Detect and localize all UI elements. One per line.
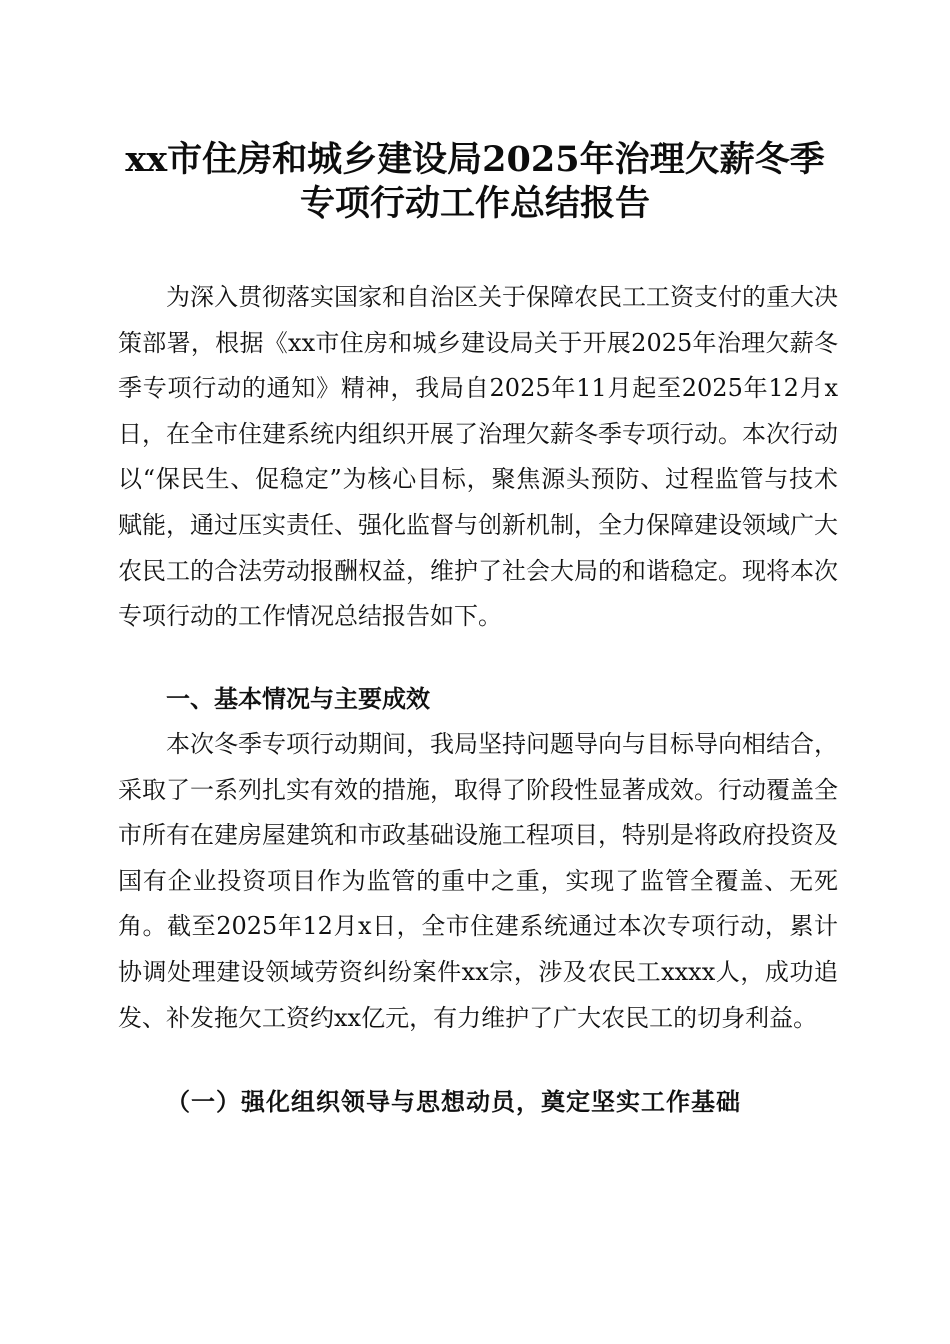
basic-situation-paragraph-block — [118, 722, 838, 1041]
intro-paragraph: 为深入贯彻落实国家和自治区关于保障农民工工资支付的重大决策部署，根据《xx市住房和城乡建设局关于开展2025年治理欠薪冬季专项行动的通知》精神，我局自2025年11月起至2025年12月x日，在全市住建系统内组织开展了治理欠薪冬季专项行动。本次行动以“保民生、促稳定”为核心目标，聚焦源头预防、过程监管与技术赋能，通过压实责任、强化监督与创新机制，全力保障建设领域广大农民工的合法劳动报酬权益，维护了社会大局的和谐稳定。现将本次专项行动的工作情况总结报告如下。 — [118, 283, 838, 631]
section-heading-block — [118, 677, 838, 723]
document-title-line2: 专项行动工作总结报告 — [299, 183, 650, 224]
basic-situation-paragraph: 本次冬季专项行动期间，我局坚持问题导向与目标导向相结合，采取了一系列扎实有效的措施，取得了阶段性显著成效。行动覆盖全市所有在建房屋建筑和市政基础设施工程项目，特别是将政府投资及国有企业投资项目作为监管的重中之重，实现了监管全覆盖、无死角。截至2025年12月x日，全市住建系统通过本次专项行动，累计协调处理建设领域劳资纠纷案件xx宗，涉及农民工xxxx人，成功追发、补发拖欠工资约xx亿元，有力维护了广大农民工的切身利益。 — [118, 730, 838, 1032]
intro-paragraph-block — [118, 275, 838, 640]
document-title-line1: xx市住房和城乡建设局2025年治理欠薪冬季 — [125, 139, 825, 180]
section-heading-basic-situation: 一、基本情况与主要成效 — [166, 685, 430, 713]
subsection-heading-organization: （一）强化组织领导与思想动员，奠定坚实工作基础 — [166, 1087, 741, 1116]
subsection-heading-block — [118, 1079, 838, 1125]
